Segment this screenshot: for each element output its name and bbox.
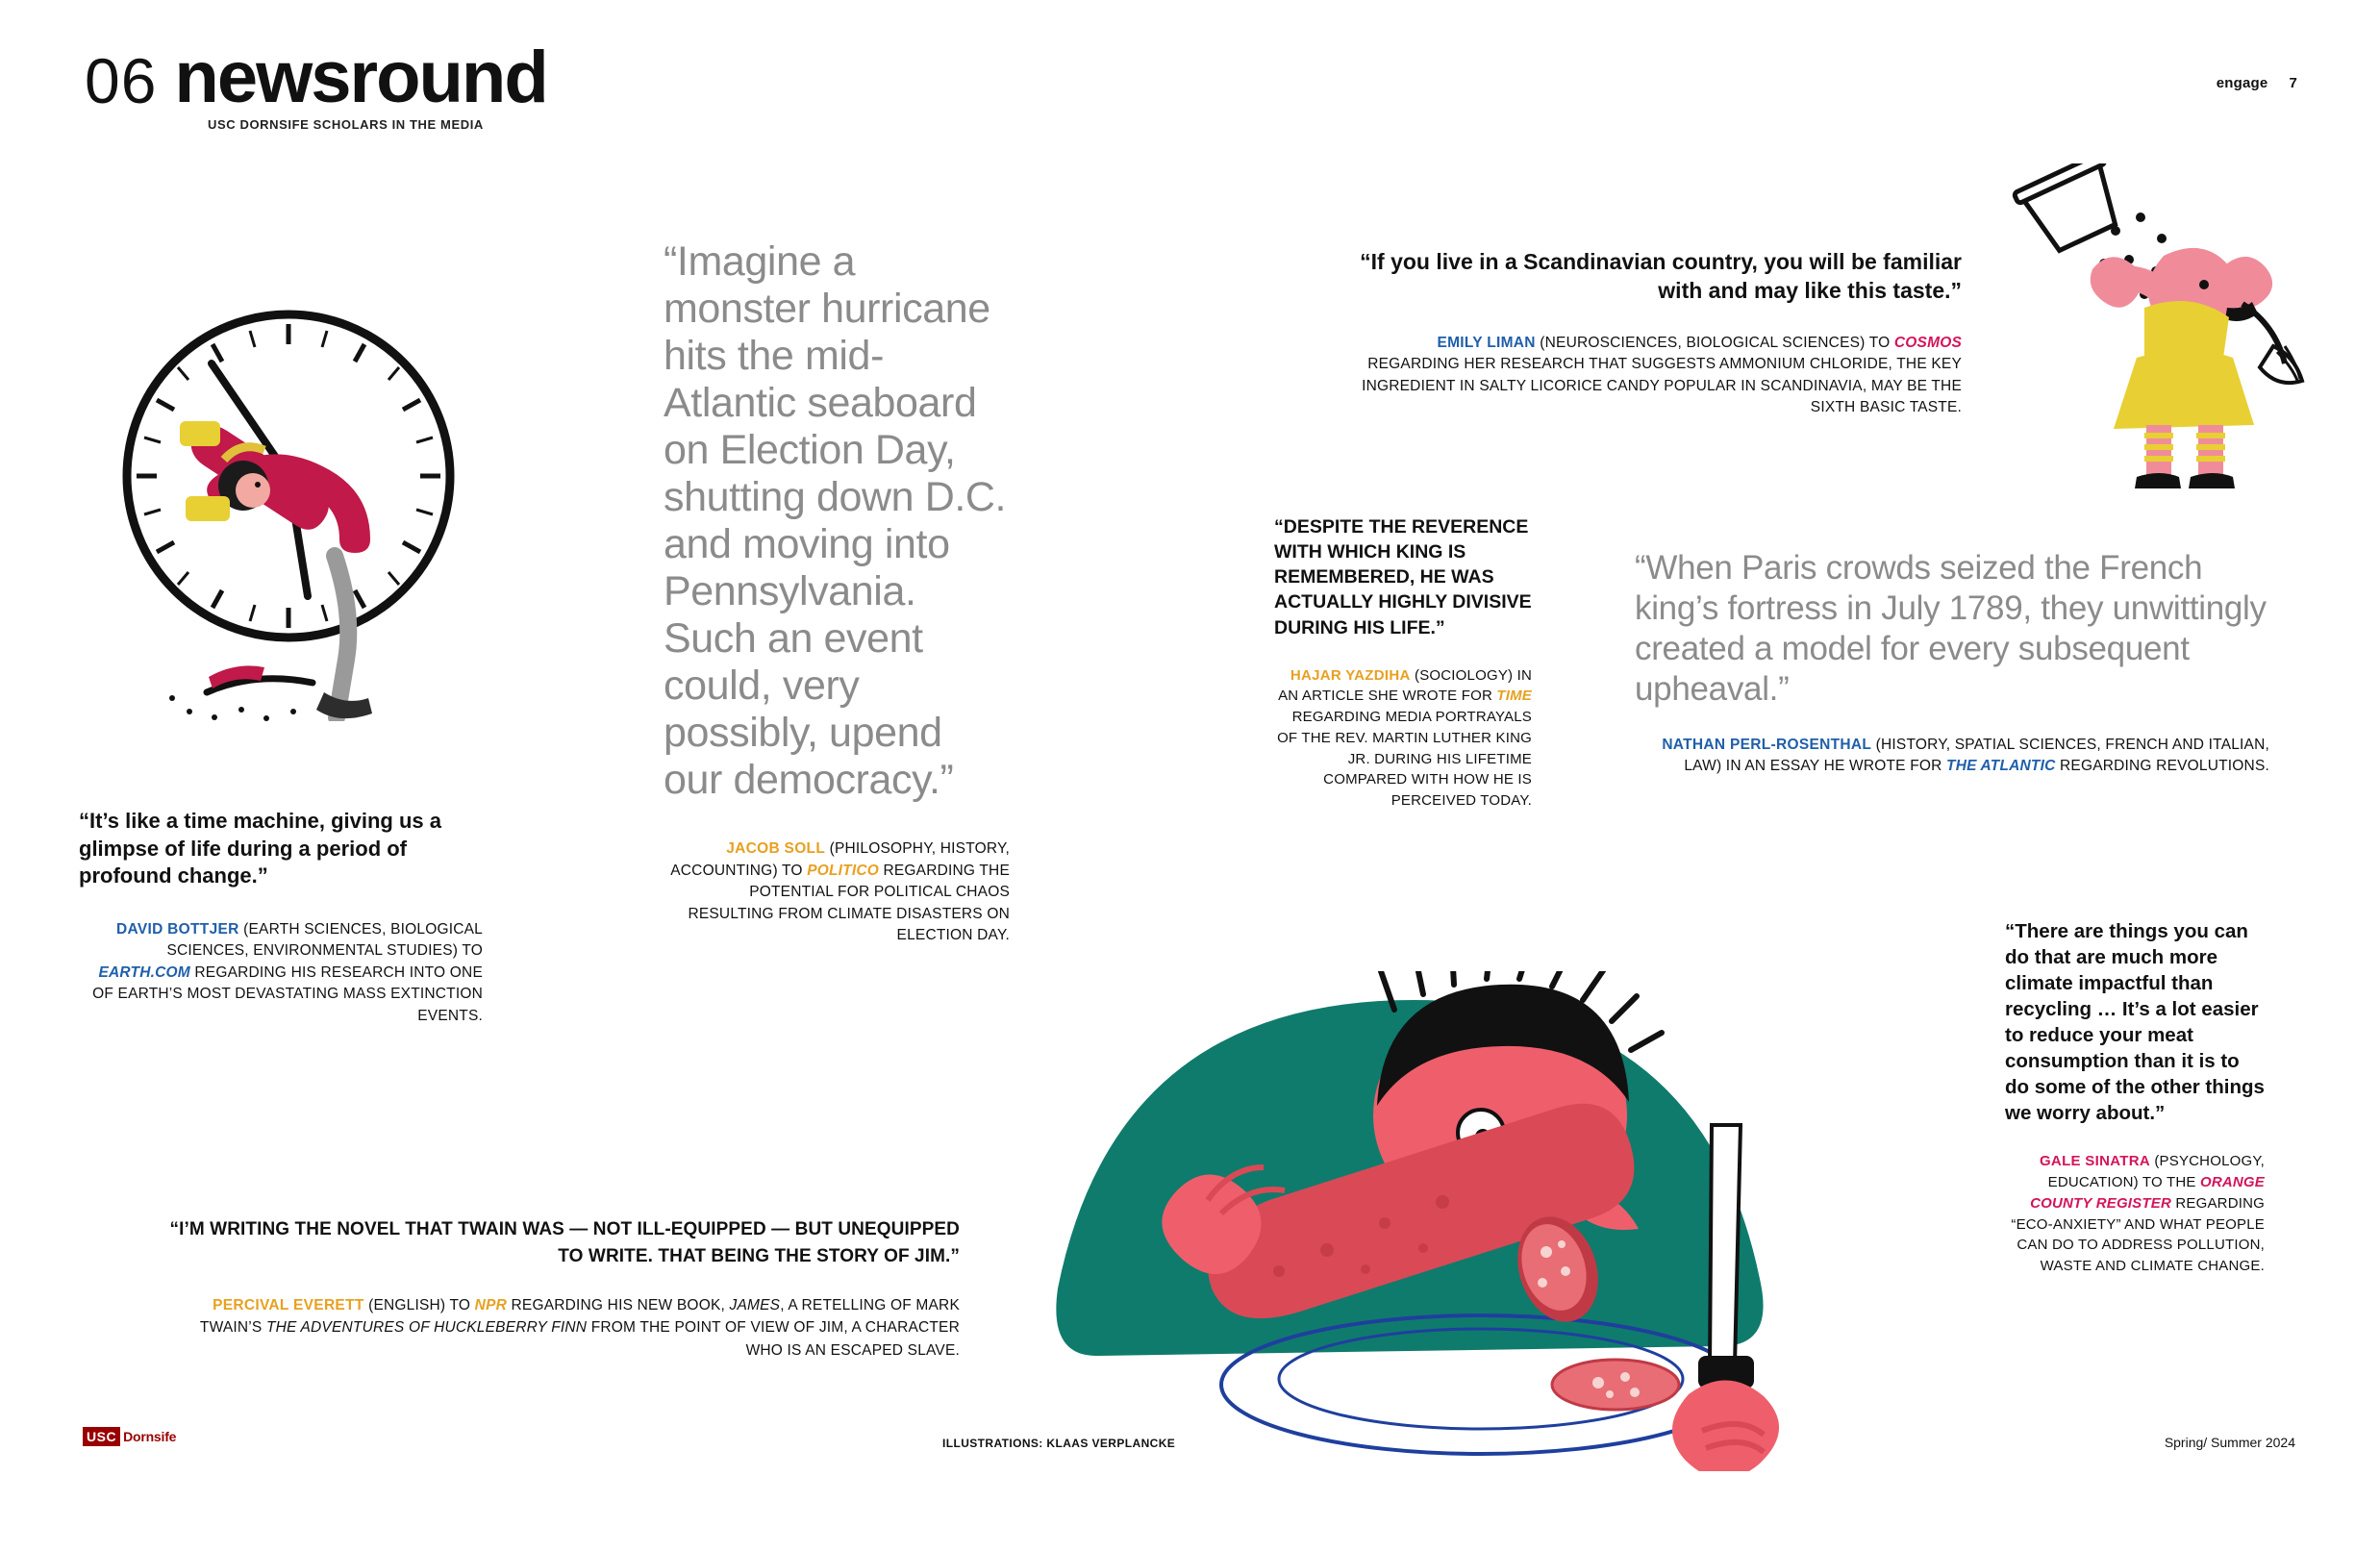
outlet-name: COSMOS [1893, 334, 1962, 351]
scholar-name: GALE SINATRA [2039, 1153, 2150, 1170]
page-title: newsround [174, 37, 547, 118]
attribution [664, 838, 1010, 946]
scholar-name: DAVID BOTTJER [116, 920, 239, 938]
book-title: JAMES [729, 1297, 781, 1314]
attribution [2005, 1151, 2265, 1277]
context-text: REGARDING THE POTENTIAL FOR POLITICAL CHAOS RESULTING FROM CLIMATE DISASTERS ON ELECTION DAY. [688, 862, 1010, 944]
affiliation-text: (ENGLISH) TO [363, 1297, 475, 1314]
outlet-name: ORANGE COUNTY REGISTER [2030, 1174, 2265, 1212]
quote-block-soll [664, 238, 1010, 947]
affiliation-text: (PSYCHOLOGY, EDUCATION) TO THE [2047, 1153, 2265, 1191]
attribution [1274, 665, 1532, 812]
folio-number: 06 [85, 45, 158, 117]
scholar-name: PERCIVAL EVERETT [213, 1297, 364, 1314]
affiliation-text: (SOCIOLOGY) IN AN ARTICLE SHE WROTE FOR [1278, 666, 1532, 705]
logo-usc-mark: USC [83, 1427, 120, 1446]
outlet-name: NPR [474, 1297, 507, 1314]
context-text: REGARDING REVOLUTIONS. [2055, 758, 2269, 775]
clock-acrobat-illustration [101, 308, 505, 726]
affiliation-text: (PHILOSOPHY, HISTORY, ACCOUNTING) TO [670, 840, 1010, 879]
quote-block-perl-rosenthal [1635, 548, 2269, 778]
quote-block-yazdiha [1274, 514, 1532, 812]
outlet-name: EARTH.COM [98, 963, 190, 981]
quote-block-liman [1346, 248, 1962, 419]
context-text: REGARDING HIS RESEARCH INTO ONE OF EARTH’S MOST DEVASTATING MASS EXTINCTION EVENTS. [92, 963, 483, 1024]
quote-text: “If you live in a Scandinavian country, you will be familiar with and may like this taste.” [1360, 249, 1962, 303]
context-text: REGARDING HER RESEARCH THAT SUGGESTS AMMONIUM CHLORIDE, THE KEY INGREDIENT IN SALTY LICORICE CANDY POPULAR IN SCANDINAVIA, MAY BE THE SIXTH BASIC TASTE. [1362, 356, 1962, 416]
salami-slicer-illustration [1039, 971, 1952, 1476]
affiliation-text: (EARTH SCIENCES, BIOLOGICAL SCIENCES, ENVIRONMENTAL STUDIES) TO [166, 920, 483, 960]
quote-block-sinatra [2005, 918, 2265, 1277]
baker-candy-illustration [2000, 163, 2308, 495]
logo-school-name: Dornsife [123, 1429, 177, 1444]
attribution [79, 919, 483, 1027]
scholar-name: HAJAR YAZDIHA [1290, 666, 1411, 684]
context-text-a: REGARDING HIS NEW BOOK, [507, 1297, 730, 1314]
affiliation-text: (HISTORY, SPATIAL SCIENCES, FRENCH AND ITALIAN, LAW) IN AN ESSAY HE WROTE FOR [1684, 737, 2269, 775]
page-number: 7 [2289, 75, 2297, 91]
attribution [1635, 735, 2269, 778]
quote-text: “There are things you can do that are much more climate impactful than recycling … It’s a lot easier to reduce your meat consumption than it is to do some of the other things we worry about.” [2005, 920, 2265, 1125]
context-text: REGARDING MEDIA PORTRAYALS OF THE REV. MARTIN LUTHER KING JR. DURING HIS LIFETIME COMPARED WITH HOW HE IS PERCEIVED TODAY. [1277, 709, 1532, 810]
outlet-name: TIME [1496, 688, 1532, 705]
quote-block-bottjer [79, 808, 483, 1027]
outlet-name: THE ATLANTIC [1946, 758, 2056, 775]
scholar-name: NATHAN PERL-ROSENTHAL [1662, 737, 1872, 753]
attribution [162, 1294, 960, 1362]
issue-date: Spring/ Summer 2024 [2164, 1435, 2295, 1450]
page-subtitle: USC DORNSIFE SCHOLARS IN THE MEDIA [208, 116, 484, 132]
masthead [85, 37, 547, 132]
context-text: REGARDING “ECO-ANXIETY” AND WHAT PEOPLE CAN DO TO ADDRESS POLLUTION, WASTE AND CLIMATE CHANGE. [2011, 1194, 2265, 1275]
illustration-credit: ILLUSTRATIONS: KLAAS VERPLANCKE [942, 1437, 1176, 1450]
attribution [1346, 333, 1962, 419]
context-text-b: , A RETELLING OF MARK TWAIN’S [199, 1297, 960, 1337]
quote-text: “DESPITE THE REVERENCE WITH WHICH KING IS REMEMBERED, HE WAS ACTUALLY HIGHLY DIVISIVE DURING HIS LIFE.” [1274, 516, 1532, 638]
quote-block-everett [162, 1216, 960, 1362]
context-text-c: FROM THE POINT OF VIEW OF JIM, A CHARACTER WHO IS AN ESCAPED SLAVE. [587, 1319, 960, 1359]
running-head-label: engage [2216, 75, 2268, 91]
quote-text: “I’M WRITING THE NOVEL THAT TWAIN WAS — NOT ILL-EQUIPPED — BUT UNEQUIPPED TO WRITE. THAT BEING THE STORY OF JIM.” [169, 1219, 960, 1266]
scholar-name: JACOB SOLL [726, 840, 826, 858]
running-head [2217, 75, 2297, 91]
usc-dornsife-logo [83, 1427, 176, 1446]
quote-text: “Imagine a monster hurricane hits the mid-Atlantic seaboard on Election Day, shutting down D.C. and moving into Pennsylvania. Such an event could, very possibly, upend our democracy.” [664, 238, 1007, 804]
book-title-secondary: THE ADVENTURES OF HUCKLEBERRY FINN [265, 1319, 588, 1337]
scholar-name: EMILY LIMAN [1437, 334, 1536, 351]
quote-text: “When Paris crowds seized the French king’s fortress in July 1789, they unwittingly created a model for every subsequent upheaval.” [1635, 549, 2267, 708]
affiliation-text: (NEUROSCIENCES, BIOLOGICAL SCIENCES) TO [1535, 334, 1894, 351]
quote-text: “It’s like a time machine, giving us a glimpse of life during a period of profound change.” [79, 809, 441, 888]
outlet-name: POLITICO [807, 862, 879, 879]
